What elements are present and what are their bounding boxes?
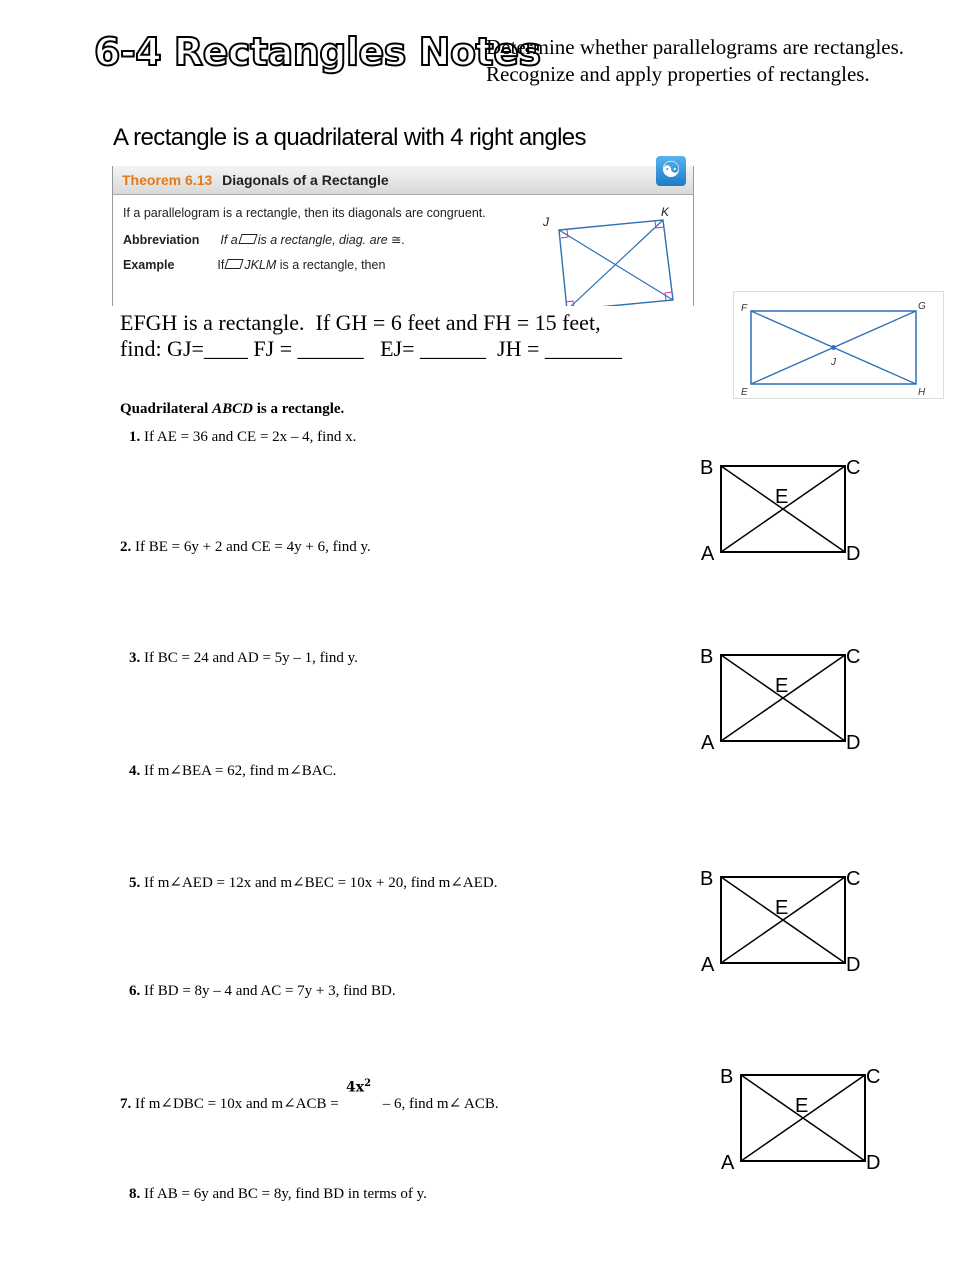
theorem-box bbox=[112, 166, 694, 306]
label-e: E bbox=[775, 486, 789, 508]
question-number: 3. bbox=[129, 650, 141, 666]
question-number: 2. bbox=[120, 539, 132, 555]
efgh-figure bbox=[733, 291, 944, 399]
theorem-number: Theorem 6.13 bbox=[122, 172, 213, 188]
rectangle-figure-3 bbox=[697, 865, 867, 977]
label-d: D bbox=[846, 732, 861, 754]
rectangle-figure-4 bbox=[717, 1063, 887, 1175]
label-e: E bbox=[775, 897, 789, 919]
efgh-line-2: find: GJ=____ FJ = ______ EJ= ______ JH = _______ bbox=[120, 336, 622, 361]
rectangle-figure-1 bbox=[697, 454, 867, 566]
question-2 bbox=[120, 539, 371, 556]
question-7-expression bbox=[346, 1078, 371, 1096]
example-post: is a rectangle, then bbox=[279, 258, 386, 272]
theorem-statement: If a parallelogram is a rectangle, then its diagonals are congruent. bbox=[123, 206, 486, 220]
question-number: 7. bbox=[120, 1096, 132, 1112]
label-b: B bbox=[700, 457, 714, 479]
label-d: D bbox=[866, 1152, 881, 1174]
efgh-line-1: EFGH is a rectangle. If GH = 6 feet and FH = 15 feet, bbox=[120, 310, 601, 335]
diagonal-km bbox=[567, 220, 663, 306]
parallelogram-icon bbox=[225, 259, 244, 269]
expression-exponent: 2 bbox=[364, 1078, 372, 1089]
label-e: E bbox=[795, 1095, 809, 1117]
label-e: E bbox=[741, 387, 748, 398]
theorem-figure bbox=[533, 196, 693, 306]
parallelogram-icon bbox=[238, 234, 257, 244]
question-3 bbox=[129, 650, 358, 667]
question-text: If BE = 6y + 2 and CE = 4y + 6, find y. bbox=[135, 539, 371, 555]
label-b: B bbox=[700, 868, 714, 890]
running-person-icon: ☯ bbox=[656, 156, 686, 186]
question-text: If m∠AED = 12x and m∠BEC = 10x + 20, find m∠AED. bbox=[144, 875, 498, 891]
jklm-rectangle bbox=[559, 220, 673, 306]
expression-base: 4x bbox=[346, 1079, 365, 1096]
question-4 bbox=[129, 761, 336, 780]
label-c: C bbox=[846, 646, 861, 668]
question-5 bbox=[129, 873, 497, 892]
abbreviation-post: is a rectangle, diag. are ≅. bbox=[257, 233, 406, 247]
label-a: A bbox=[721, 1152, 735, 1174]
theorem-name: Diagonals of a Rectangle bbox=[222, 172, 389, 188]
question-6 bbox=[129, 983, 396, 1000]
question-text: If AB = 6y and BC = 8y, find BD in terms of y. bbox=[144, 1186, 427, 1202]
label-c: C bbox=[846, 457, 861, 479]
question-text: If BC = 24 and AD = 5y – 1, find y. bbox=[144, 650, 358, 666]
question-text: If BD = 8y – 4 and AC = 7y + 3, find BD. bbox=[144, 983, 396, 999]
section-heading-post: is a rectangle. bbox=[252, 401, 345, 417]
diagonal-jl bbox=[559, 230, 673, 300]
theorem-example bbox=[123, 258, 385, 272]
section-heading-name: ABCD bbox=[212, 401, 253, 417]
section-heading bbox=[120, 401, 344, 418]
question-1 bbox=[129, 429, 356, 446]
question-number: 4. bbox=[129, 763, 141, 779]
label-d: D bbox=[846, 954, 861, 976]
label-a: A bbox=[701, 732, 715, 754]
example-name: JKLM bbox=[244, 258, 277, 272]
label-c: C bbox=[866, 1066, 881, 1088]
label-j: J bbox=[831, 357, 836, 368]
question-number: 5. bbox=[129, 875, 141, 891]
theorem-header bbox=[113, 166, 693, 195]
efgh-problem bbox=[120, 310, 622, 362]
rectangle-definition: A rectangle is a quadrilateral with 4 right angles bbox=[113, 124, 586, 151]
label-k: K bbox=[661, 205, 670, 219]
page-title: 6-4 Rectangles Notes bbox=[94, 30, 541, 74]
label-f: F bbox=[741, 303, 748, 314]
abbreviation-pre: If a bbox=[220, 233, 238, 247]
label-a: A bbox=[701, 954, 715, 976]
question-number: 8. bbox=[129, 1186, 141, 1202]
abbreviation-label: Abbreviation bbox=[123, 233, 200, 247]
section-heading-pre: Quadrilateral bbox=[120, 401, 213, 417]
objective-2: Recognize and apply properties of rectangles. bbox=[486, 62, 870, 86]
question-text: If m∠BEA = 62, find m∠BAC. bbox=[144, 763, 337, 779]
rectangle-figure-2 bbox=[697, 643, 867, 755]
label-d: D bbox=[846, 543, 861, 565]
question-text-pre: If m∠DBC = 10x and m∠ACB = bbox=[135, 1096, 339, 1112]
question-text-post: – 6, find m∠ ACB. bbox=[382, 1096, 499, 1112]
label-b: B bbox=[720, 1066, 734, 1088]
question-number: 6. bbox=[129, 983, 141, 999]
label-e: E bbox=[775, 675, 789, 697]
point-j bbox=[831, 345, 836, 350]
objectives bbox=[486, 34, 904, 88]
label-g: G bbox=[918, 301, 926, 312]
question-7 bbox=[120, 1094, 499, 1113]
question-text: If AE = 36 and CE = 2x – 4, find x. bbox=[144, 429, 357, 445]
label-a: A bbox=[701, 543, 715, 565]
theorem-abbreviation bbox=[123, 232, 405, 247]
question-number: 1. bbox=[129, 429, 141, 445]
label-b: B bbox=[700, 646, 714, 668]
example-label: Example bbox=[123, 258, 175, 272]
label-h: H bbox=[918, 387, 926, 398]
question-8 bbox=[129, 1186, 427, 1203]
label-j: J bbox=[543, 215, 549, 229]
objective-1: Determine whether parallelograms are rectangles. bbox=[486, 35, 905, 59]
example-pre: If bbox=[217, 258, 225, 272]
label-c: C bbox=[846, 868, 861, 890]
